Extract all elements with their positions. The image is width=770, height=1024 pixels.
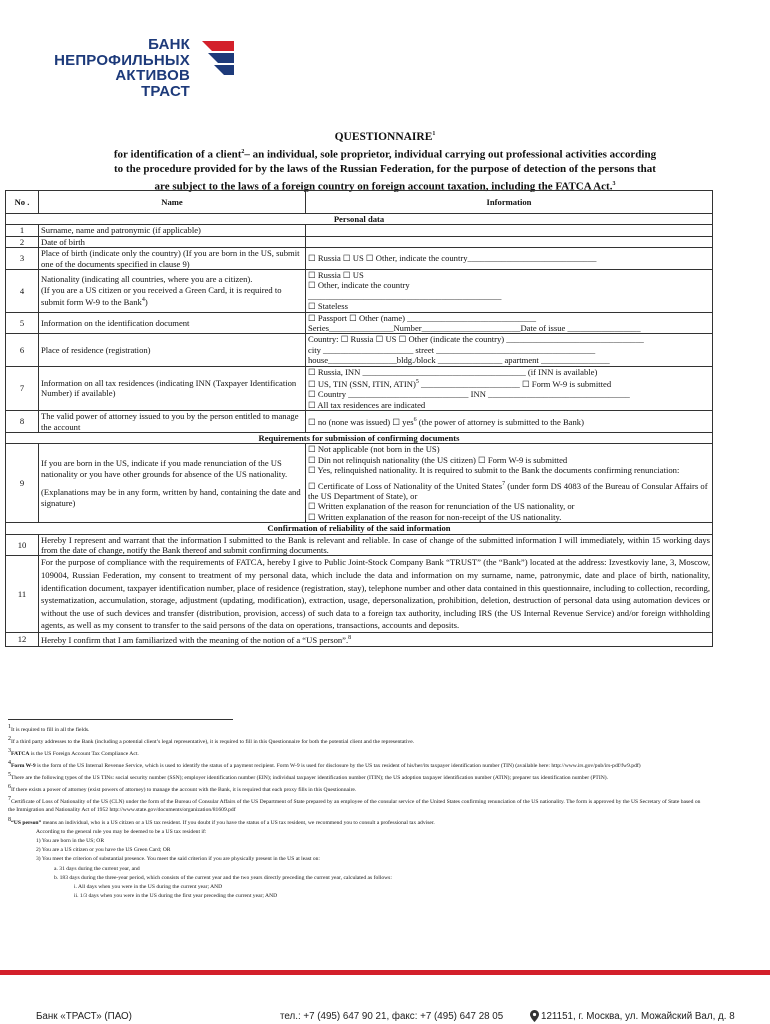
field-value[interactable] [306,270,713,313]
field-label: Information on the identification document [39,312,306,334]
option-line[interactable]: ☐ Written explanation of the reason for non-receipt of the US nationality. [308,511,562,522]
footnote-text: is the form of the US Internal Revenue Service, which is used to identify the status of a payment recipient. Form W-9 is used for disclosure by the US tax resident of his/her/its taxpayer identification number (TIN) (available here: http://www.irs.gov/pub/irs-pdf/fw9.pdf) [35,763,641,770]
header-name: Name [39,191,306,214]
row-number: 11 [6,556,39,633]
row-number: 12 [6,632,39,646]
document-title [40,127,730,195]
footnote [8,816,708,827]
row-number: 9 [6,444,39,523]
footnote-term: FATCA [11,750,30,757]
blank-line[interactable]: _____________________________________________ [308,290,502,301]
footnote-number: 2 [8,736,11,743]
title-line1-footnote: 2 [241,148,245,155]
option-line[interactable]: ☐ Passport ☐ Other (name) ______________________________ [308,312,537,323]
field-value[interactable] [306,312,713,334]
footnote-ref: 7 [502,480,506,487]
footnote-number: 3 [8,748,11,755]
footer-bank-name: Банк «ТРАСТ» (ПАО) [36,1011,132,1022]
footnote-divider [8,719,233,720]
table-row [6,444,713,523]
field-value[interactable] [306,334,713,366]
option-line[interactable]: ☐ Not applicable (not born in the US) [308,444,440,455]
footnote-list-item: a. 31 days during the current year, and [54,865,140,872]
table-row [6,270,713,313]
table-row [6,632,713,646]
footnote-text: There are the following types of the US TINs: social security number (SSN); employer identification number (EIN); individual taxpayer identification number (ITIN); the US adoption taxpayer identification number (ATIN); preparer tax identification number (PTIN). [11,775,609,782]
row-number: 2 [6,236,39,247]
confirmation-text [39,632,713,646]
option-line[interactable]: ☐ Yes, relinquished nationality. It is required to submit to the Bank the documents confirming renunciation: [308,465,680,476]
header-information: Information [306,191,713,214]
option-line[interactable]: ☐ Written explanation of the reason for renunciation of the US nationality, or [308,501,575,512]
field-value[interactable] [306,411,713,433]
table-row [6,411,713,433]
label-part: If you are born in the US, indicate if you made renunciation of the US nationality or you have other grounds for absence of the US nationality. [41,458,288,479]
section-confirmation: Confirmation of reliability of the said information [6,523,713,534]
location-pin-icon [530,1010,539,1022]
table-row [6,248,713,270]
option-line[interactable]: Country: ☐ Russia ☐ US ☐ Other (indicate the country) ________________________________ [308,334,644,345]
page-footer [0,1011,770,1024]
logo-text-line2: НЕПРОФИЛЬНЫХ [54,51,190,69]
label-part: (Explanations may be in any form, written by hand, containing the date and signature) [41,487,301,508]
title-main: QUESTIONNAIRE [334,130,433,143]
table-row [6,366,713,410]
table-row [6,312,713,334]
field-value[interactable] [306,366,713,410]
footnote-list-item: ii. 1/3 days when you were in the US during the first year preceding the current year; AND [74,893,278,900]
field-value[interactable]: ☐ Russia ☐ US ☐ Other, indicate the country______________________________ [306,248,713,270]
statement-text: Hereby I represent and warrant that the information I submitted to the Bank is relevant and reliable. In case of change of the submitted information I will immediately, within 15 working days from the date of change, notify the Bank thereof and submit confirming documents. [39,534,713,556]
footnote-ref: 5 [415,379,419,386]
row-number: 7 [6,366,39,410]
footnote-list-item: 2) You are a US citizen or you have the US Green Card; OR [36,847,171,854]
blank-line[interactable]: Series_______________Number_______________________Date of issue _________________ [308,323,641,334]
title-line3-footnote: 3 [612,181,616,188]
footnote [8,747,708,758]
footnote-text: If there exists a power of attorney (exist powers of attorney) to manage the account with the Bank, it is required that each proxy fills in this Questionnaire. [11,787,357,794]
footnote-text: If a third party addresses to the Bank (including a potential client’s legal representative), it is required to fill in this Questionnaire for both the potential client and the representative. [11,738,415,745]
footnote-number: 8 [8,816,11,823]
header-no: No . [6,191,39,214]
footnote-list-item: 3) You meet the criterion of substantial presence. You meet the said criterion if you are physically present in the US at least on: [36,856,320,863]
questionnaire-table [5,190,713,647]
footnote-text: Certificate of Loss of Nationality of the US (CLN) under the form of the Bureau of Consular Affairs of the US Department of State prepared by an employee of the consular service of the United States confirming renunciation of the US nationality. The form is approved by the US Secretary of State based on the Immigration and Nationality Act of 1952 http://www.state.gov/documents/organization/81609.pdf [8,799,701,814]
footnote-number: 5 [8,772,11,779]
footnote-list-item: 1) You are born in the US; OR [36,837,105,844]
footnote-term: Form W-9 [11,763,36,770]
field-label: Place of residence (registration) [39,334,306,366]
row-number: 4 [6,270,39,313]
footnote-ref: 8 [348,635,352,642]
option-line[interactable]: ☐ All tax residences are indicated [308,399,426,410]
option-line[interactable]: ☐ Russia, INN ______________________________________ (if INN is available) [308,366,598,377]
field-value[interactable] [306,444,713,523]
option-line[interactable]: ☐ Stateless [308,301,348,312]
footnote-text: means an individual, who is a US citizen or a US tax resident. If you doubt if you have the status of a US tax resident, we recommend you to consult a professional tax adviser. [41,819,435,826]
table-row [6,334,713,366]
row-number: 1 [6,225,39,236]
blank-line[interactable]: city _____________________ street _____________________________________ [308,344,596,355]
field-label: The valid power of attorney issued to you by the person entitled to manage the account [39,411,306,433]
title-line1-b: – an individual, sole proprietor, individual carrying out professional activities according [244,148,657,161]
title-line1-a: for identification of a client [113,148,242,161]
row-number: 3 [6,248,39,270]
table-row [6,556,713,633]
option-line[interactable]: ☐ Other, indicate the country [308,280,410,291]
label-part: Nationality (indicating all countries, where you are a citizen). [41,274,253,285]
option-line[interactable]: _______________________ ☐ Form W-9 is submitted [418,378,612,389]
footnote [8,735,708,746]
bank-logo [42,37,232,103]
title-footnote-ref: 1 [432,131,436,137]
footer-contacts: тел.: +7 (495) 647 90 21, факс: +7 (495) 647 28 05 [280,1011,504,1022]
footnote [8,795,708,814]
footer-address: 121151, г. Москва, ул. Можайский Вал, д. 8 [541,1011,735,1022]
table-row [6,236,713,247]
option-line[interactable]: ☐ Din not relinquish nationality (the US citizen) ☐ Form W-9 is submitted [308,454,568,465]
footnote-text: is the US Foreign Account Tax Compliance Act. [29,750,139,757]
section-personal-data: Personal data [6,214,713,225]
option-line[interactable]: ☐ US, TIN (SSN, ITIN, ATIN) [308,378,416,389]
footer-divider-bar [0,970,770,975]
row-number: 8 [6,411,39,433]
logo-text-line3: АКТИВОВ [115,67,190,84]
field-label: Surname, name and patronymic (if applicable) [39,225,306,236]
footnote-list-item: b. 183 days during the three-year period, which consists of the current year and the two years directly preceding the current year, calculated as follows: [54,874,392,881]
label-part: ) [144,296,148,307]
footnote-ref: 4 [141,297,145,304]
footnote-list-item: i. All days when you were in the US during the current year; AND [74,883,223,890]
label-part: (If you are a US citizen or you received a Green Card, it is required to submit form W-9 to the Bank [41,284,282,307]
footnotes [8,719,708,901]
logo-text-line4: ТРАСТ [141,82,190,100]
footnote-term: “US person” [11,819,42,826]
section-requirements: Requirements for submission of confirming documents [6,432,713,443]
blank-line[interactable]: house________________bldg./block _______________ apartment ________________ [308,355,610,366]
footnote-ref: 6 [413,417,417,424]
logo-mark-icon [202,41,234,75]
table-header-row [6,191,713,214]
title-line2: to the procedure provided for by the laws of the Russian Federation, for the purpose of detection of the persons that [114,163,656,176]
footnote-text: It is required to fill in all the fields. [11,726,90,733]
field-label [39,444,306,523]
field-label: Information on all tax residences (indicating INN (Taxpayer Identification Number) if available) [39,366,306,410]
logo-text-line1: БАНК [148,36,190,53]
row-number: 10 [6,534,39,556]
consent-text: For the purpose of compliance with the requirements of FATCA, hereby I give to Public Joint-Stock Company Bank “TRUST” (the “Bank”) located at the address: Izvestkoviy lane, 3, Moscow, 109004, Russian Federation, my consent to treatment of my personal data, which include the data and information on my surname, name, patronymic, date and place of birth, nationality, identification document, taxpayer identification number, place of residence (registration, stay), telephone number and other data contained in this questionnaire, including to collection, recording, systematization, accumulation, storage, adjustment (updating, modification), extraction, usage, depersonalization, prohibition, deletion, destruction of personal data using automation devices or without the use of such devices and transfer (distribution, provision, access) of such data to a foreign tax authority, including IRS (the US Internal Revenue Service) and/or foreign withholding agents, as well as my consent to transfer to the said persons of the data on operations, transactions, accounts and deposits. [39,556,713,633]
footnote [8,723,708,734]
field-label [39,270,306,313]
option-line[interactable]: ☐ Certificate of Loss of Nationality of the United States [308,480,503,491]
field-label: Place of birth (indicate only the country) (If you are born in the US, submit one of the documents specified in clause 9) [39,248,306,270]
option-line[interactable]: ☐ no (none was issued) ☐ yes [308,417,414,428]
title-line3: are subject to the laws of a foreign country on foreign account taxation, including the FATCA Act. [154,181,613,194]
footnote-number: 4 [8,760,11,767]
row-number: 6 [6,334,39,366]
field-label: Date of birth [39,236,306,247]
option-line[interactable]: ☐ Country ____________________________ INN _________________________________ [308,389,630,400]
table-row [6,534,713,556]
row-number: 5 [6,312,39,334]
table-row [6,225,713,236]
footnote-detail: According to the general rule you may be deemed to be a US tax resident if: [36,828,207,835]
footnote [8,771,708,782]
field-value[interactable] [306,225,713,236]
option-line: (under form DS 4083 of the Bureau of Consular Affairs of the US Department of State), or [308,480,708,501]
field-value[interactable] [306,236,713,247]
confirmation-statement: Hereby I confirm that I am familiarized with the meaning of the notion of a “US person”. [41,635,349,646]
option-line[interactable]: ☐ Russia ☐ US [308,270,364,281]
footnote [8,783,708,794]
footnote-number: 7 [8,796,11,803]
option-line: (the power of attorney is submitted to the Bank) [416,417,584,428]
footnote-number: 1 [8,724,11,730]
footnote [8,759,708,770]
footnote-number: 6 [8,784,11,791]
